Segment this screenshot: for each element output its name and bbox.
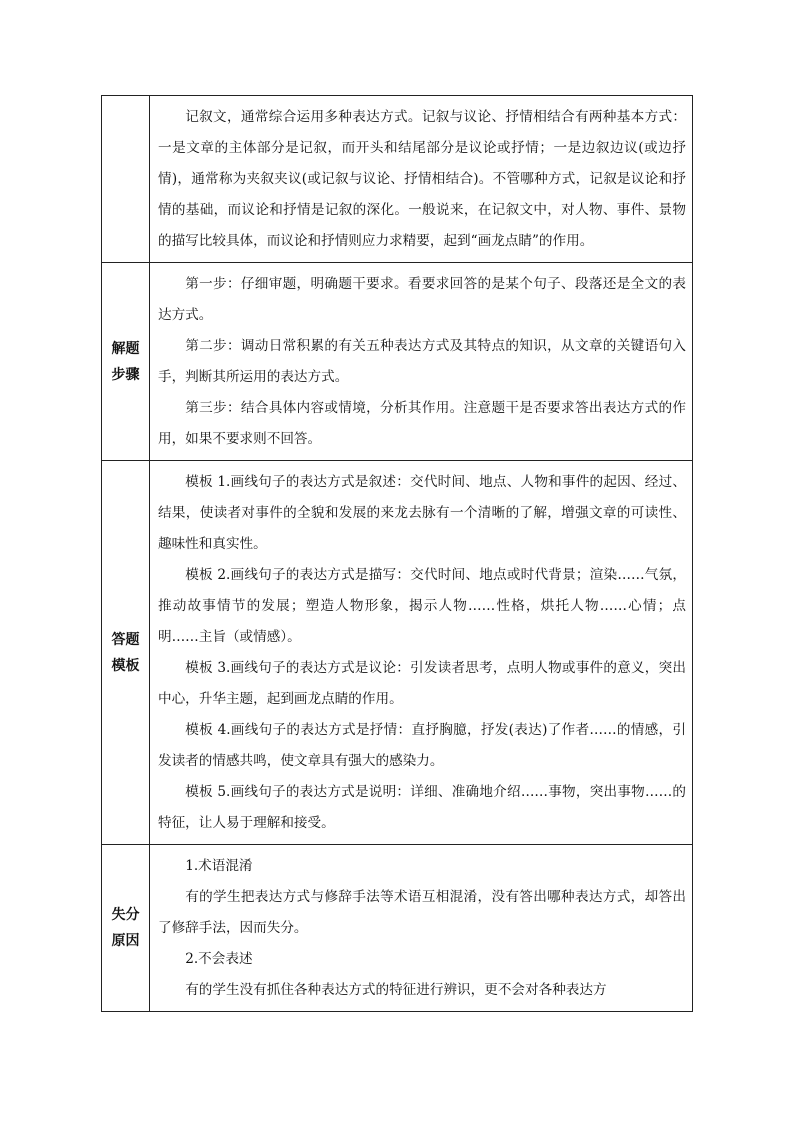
row-label-cell [102, 96, 150, 263]
steps-row [102, 263, 693, 461]
row-content-cell [150, 845, 693, 1012]
paragraph: 第三步：结合具体内容或情境，分析其作用。注意题干是否要求答出表达方式的作用，如果不要求则不回答。 [158, 400, 686, 447]
method-table [101, 95, 693, 1012]
paragraph: 有的学生没有抓住各种表达方式的特征进行辨识，更不会对各种表达方 [185, 982, 607, 998]
row-label: 步骤 [111, 366, 140, 383]
paragraph: 有的学生把表达方式与修辞手法等术语互相混淆，没有答出哪种表达方式，却答出了修辞手法，因而失分。 [158, 889, 686, 936]
paragraph: 模板 5.画线句子的表达方式是说明：详细、准确地介绍……事物，突出事物……的特征，让人易于理解和接受。 [158, 784, 686, 831]
row-label: 失分 [111, 907, 140, 923]
row-label-cell [102, 845, 150, 1012]
paragraph: 2.不会表述 [185, 951, 253, 967]
row-content-cell [150, 461, 693, 845]
paragraph: 模板 4.画线句子的表达方式是抒情：直抒胸臆，抒发(表达)了作者……的情感，引发读者的情感共鸣，使文章具有强大的感染力。 [158, 722, 686, 769]
intro-row [102, 96, 693, 263]
row-label-cell [102, 461, 150, 845]
template-row [102, 461, 693, 845]
row-content-cell [150, 263, 693, 461]
row-label: 模板 [111, 657, 140, 674]
paragraph: 第一步：仔细审题，明确题干要求。看要求回答的是某个句子、段落还是全文的表达方式。 [158, 276, 686, 323]
row-label: 解题 [111, 340, 140, 357]
paragraph: 第二步：调动日常积累的有关五种表达方式及其特点的知识，从文章的关键语句入手，判断其所运用的表达方式。 [158, 338, 686, 385]
paragraph: 模板 3.画线句子的表达方式是议论：引发读者思考，点明人物或事件的意义，突出中心，升华主题，起到画龙点睛的作用。 [158, 660, 686, 707]
error-reason-row [102, 845, 693, 1012]
document-page [101, 95, 693, 1012]
row-label: 原因 [111, 933, 140, 949]
row-label: 答题 [111, 631, 140, 648]
paragraph: 记叙文，通常综合运用多种表达方式。记叙与议论、抒情相结合有两种基本方式：一是文章的主体部分是记叙，而开头和结尾部分是议论或抒情；一是边叙边议(或边抒情)，通常称为夹叙夹议(或记叙与议论、抒情相结合)。不管哪种方式，记叙是议论和抒情的基础，而议论和抒情是记叙的深化。一般说来，在记叙文中，对人物、事件、景物的描写比较具体，而议论和抒情则应力求精要，起到“画龙点睛”的作用。 [158, 109, 686, 249]
paragraph: 模板 1.画线句子的表达方式是叙述：交代时间、地点、人物和事件的起因、经过、结果，使读者对事件的全貌和发展的来龙去脉有一个清晰的了解，增强文章的可读性、趣味性和真实性。 [158, 474, 686, 552]
row-label-cell [102, 263, 150, 461]
row-content-cell [150, 96, 693, 263]
paragraph: 1.术语混淆 [185, 858, 253, 874]
table-body [102, 96, 693, 1012]
paragraph: 模板 2.画线句子的表达方式是描写：交代时间、地点或时代背景；渲染……气氛，推动故事情节的发展；塑造人物形象，揭示人物……性格，烘托人物……心情；点明……主旨（或情感）。 [158, 567, 686, 645]
